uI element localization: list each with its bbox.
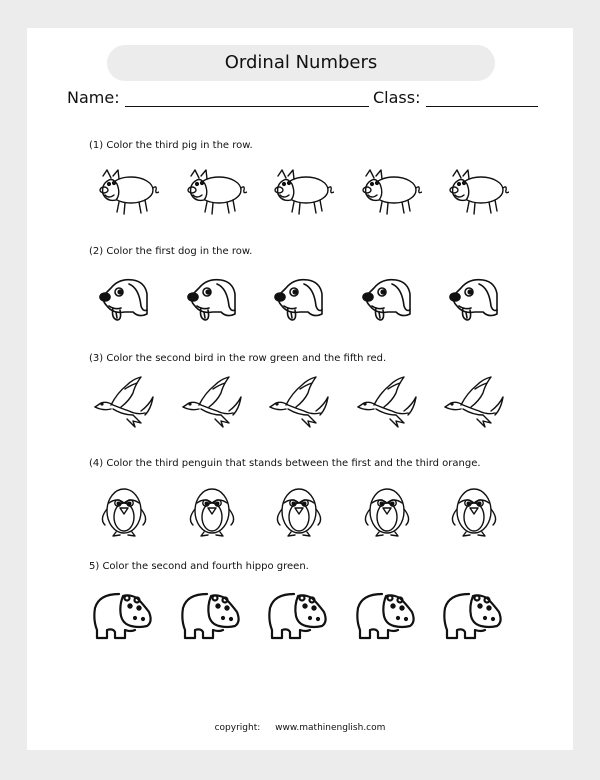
class-field[interactable] [373, 88, 538, 110]
hippo-icon[interactable] [264, 584, 334, 642]
penguin-icon[interactable] [439, 481, 509, 539]
pig-icon[interactable] [352, 162, 422, 220]
exercise-2-instruction: (2) Color the first dog in the row. [89, 246, 253, 257]
penguin-icon[interactable] [264, 481, 334, 539]
footer-site: www.mathinenglish.com [275, 723, 386, 733]
pig-icon[interactable] [89, 162, 159, 220]
dog-icon[interactable] [352, 270, 422, 328]
dog-icon[interactable] [264, 270, 334, 328]
hippo-icon[interactable] [352, 584, 422, 642]
exercise-4-row [89, 480, 509, 540]
pig-icon[interactable] [264, 162, 334, 220]
worksheet [27, 28, 573, 750]
hippo-icon[interactable] [89, 584, 159, 642]
bird-icon[interactable] [264, 375, 334, 433]
exercise-3-row [89, 374, 509, 434]
dog-icon[interactable] [177, 270, 247, 328]
bird-icon[interactable] [89, 375, 159, 433]
exercise-4-instruction: (4) Color the third penguin that stands between the first and the third orange. [89, 458, 481, 469]
hippo-icon[interactable] [177, 584, 247, 642]
name-label: Name: [67, 88, 120, 107]
bird-icon[interactable] [439, 375, 509, 433]
penguin-icon[interactable] [177, 481, 247, 539]
footer [27, 723, 573, 733]
exercise-5-row [89, 583, 509, 643]
class-label: Class: [373, 88, 421, 107]
penguin-icon[interactable] [352, 481, 422, 539]
exercise-1-row [89, 161, 509, 221]
penguin-icon[interactable] [89, 481, 159, 539]
bird-icon[interactable] [177, 375, 247, 433]
bird-icon[interactable] [352, 375, 422, 433]
pig-icon[interactable] [439, 162, 509, 220]
dog-icon[interactable] [439, 270, 509, 328]
hippo-icon[interactable] [439, 584, 509, 642]
exercise-1-instruction: (1) Color the third pig in the row. [89, 140, 253, 151]
pig-icon[interactable] [177, 162, 247, 220]
dog-icon[interactable] [89, 270, 159, 328]
copyright-label: copyright: [214, 723, 261, 733]
name-blank[interactable] [125, 106, 369, 107]
exercise-2-row [89, 269, 509, 329]
class-blank[interactable] [426, 106, 538, 107]
exercise-5-instruction: 5) Color the second and fourth hippo green. [89, 561, 309, 572]
name-field[interactable] [67, 88, 369, 110]
exercise-3-instruction: (3) Color the second bird in the row green and the fifth red. [89, 353, 387, 364]
worksheet-title: Ordinal Numbers [107, 45, 495, 81]
